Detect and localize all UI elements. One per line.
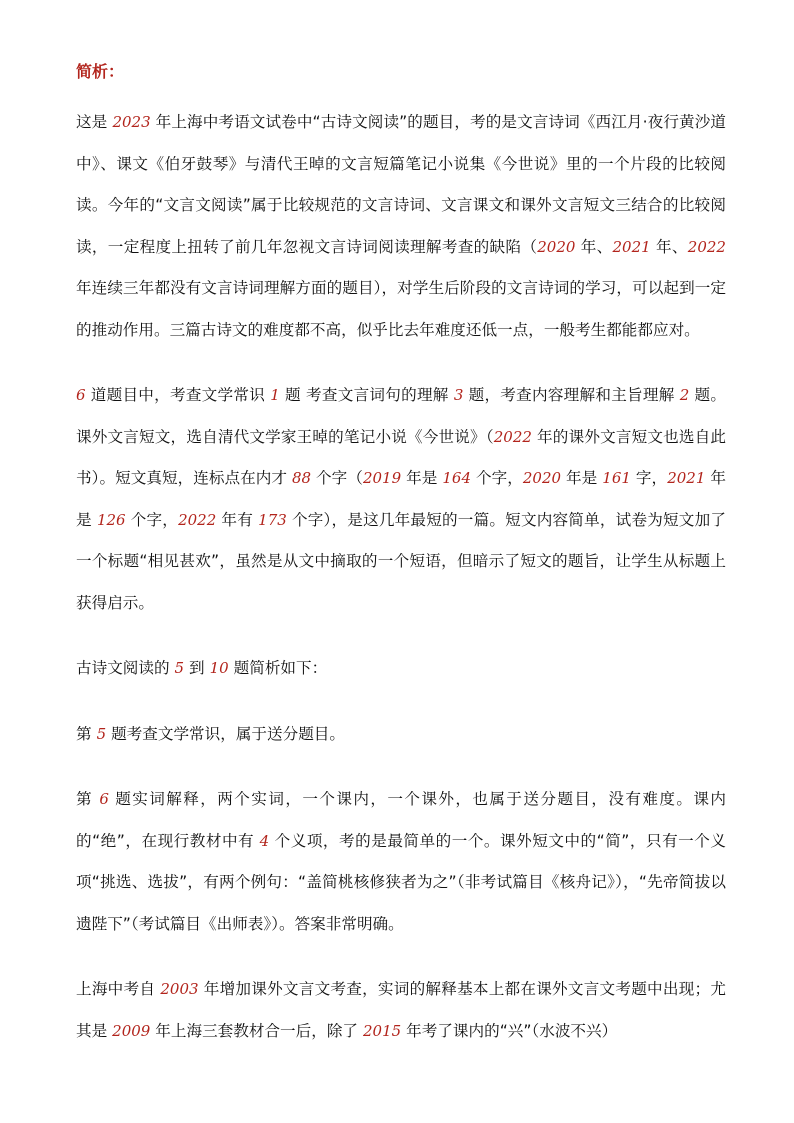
text-run: 这是 bbox=[76, 113, 113, 131]
text-run: 年增加课外文言文考查，实词的解释基本上都在课外文言文考题中出现；尤其是 bbox=[76, 980, 726, 1040]
text-run: 年的课外文言短文也选自此书）。短文真短，连标点在内才 bbox=[76, 427, 726, 487]
highlighted-number: 2019 bbox=[362, 469, 402, 487]
text-run: 道题目中，考查文学常识 bbox=[85, 386, 271, 404]
highlighted-number: 2021 bbox=[612, 237, 651, 256]
text-run: 题 考查文言词句的理解 bbox=[279, 386, 454, 404]
text-run: 年是 bbox=[561, 469, 603, 487]
text-run: 题，考查内容理解和主旨理解 bbox=[463, 386, 680, 404]
highlighted-number: 2020 bbox=[522, 469, 562, 487]
highlighted-number: 5 bbox=[174, 659, 185, 677]
document-body bbox=[76, 102, 726, 1052]
highlighted-number: 2021 bbox=[667, 469, 706, 487]
highlighted-number: 161 bbox=[602, 469, 631, 487]
text-run: 到 bbox=[184, 659, 210, 677]
highlighted-number: 2022 bbox=[687, 237, 726, 256]
highlighted-number: 2023 bbox=[112, 113, 151, 131]
highlighted-number: 2020 bbox=[537, 237, 576, 256]
text-run: 年是 bbox=[401, 469, 443, 487]
text-run: 第 bbox=[76, 790, 100, 808]
text-run: 题考查文学常识，属于送分题目。 bbox=[106, 724, 345, 743]
highlighted-number: 6 bbox=[99, 790, 109, 808]
highlighted-number: 164 bbox=[442, 469, 471, 487]
text-run: 年是 bbox=[76, 469, 726, 529]
highlighted-number: 126 bbox=[96, 510, 126, 529]
highlighted-number: 5 bbox=[96, 724, 107, 743]
text-run: 年考了课内的“兴”（水波不兴） bbox=[401, 1021, 618, 1040]
highlighted-number: 2003 bbox=[160, 980, 199, 998]
text-run: 年上海中考语文试卷中“古诗文阅读”的题目，考的是文言诗词《西江月·夜行黄沙道中》、课文《伯牙鼓琴》与清代王晫的文言短篇笔记小说集《今世说》里的一个片段的比较阅读。今年的“文言文阅读”属于比较规范的文言诗词、文言课文和课外文言短文三结合的比较阅读，一定程度上扭转了前几年忽视文言诗词阅读理解考查的缺陷（ bbox=[76, 113, 726, 256]
paragraph bbox=[76, 648, 726, 690]
text-run: 题。课外文言短文，选自清代文学家王晫的笔记小说《今世说》（ bbox=[76, 386, 726, 446]
document-page bbox=[76, 58, 726, 1076]
text-run: 个义项，考的是最简单的一个。课外短文中的“简”，只有一个义项“挑选、选拔”，有两个例句：“盖简桃核修狭者为之”（非考试篇目《核舟记》），“先帝简拔以遗陛下”（考试篇目《出师表》）。答案非常明确。 bbox=[76, 831, 726, 933]
paragraph bbox=[76, 714, 726, 756]
text-run: 个字（ bbox=[311, 469, 363, 487]
paragraph bbox=[76, 969, 726, 1052]
text-run: 年上海三套教材合一后，除了 bbox=[150, 1021, 363, 1040]
text-run: 年有 bbox=[216, 510, 259, 529]
section-heading: 简析： bbox=[76, 62, 125, 81]
text-run: 题简析如下： bbox=[228, 659, 328, 677]
text-run: 年连续三年都没有文言诗词理解方面的题目），对学生后阶段的文言诗词的学习，可以起到一定的推动作用。三篇古诗文的难度都不高，似乎比去年难度还低一点，一般考生都能都应对。 bbox=[76, 279, 726, 339]
text-run: 年、 bbox=[650, 237, 688, 256]
highlighted-number: 2022 bbox=[178, 510, 217, 529]
highlighted-number: 6 bbox=[76, 386, 86, 404]
highlighted-number: 10 bbox=[209, 659, 229, 677]
text-run: 字， bbox=[630, 469, 668, 487]
highlighted-number: 173 bbox=[258, 510, 287, 529]
text-run: 第 bbox=[76, 724, 97, 743]
paragraph bbox=[76, 375, 726, 624]
highlighted-number: 2009 bbox=[112, 1021, 151, 1040]
text-run: 个字， bbox=[125, 510, 179, 529]
highlighted-number: 2015 bbox=[362, 1021, 402, 1040]
text-run: 上海中考自 bbox=[76, 980, 161, 998]
paragraph bbox=[76, 102, 726, 351]
highlighted-number: 2022 bbox=[493, 427, 532, 446]
highlighted-number: 4 bbox=[259, 831, 270, 850]
highlighted-number: 2 bbox=[679, 386, 690, 404]
text-run: 题实词解释，两个实词，一个课内，一个课外，也属于送分题目，没有难度。课内的“绝”，在现行教材中有 bbox=[76, 790, 726, 850]
text-run: 年、 bbox=[575, 237, 613, 256]
text-run: 古诗文阅读的 bbox=[76, 659, 175, 677]
text-run: 个字， bbox=[471, 469, 523, 487]
text-run: 个字），是这几年最短的一篇。短文内容简单，试卷为短文加了一个标题“相见甚欢”，虽然是从文中摘取的一个短语，但暗示了短文的题旨，让学生从标题上获得启示。 bbox=[76, 510, 726, 612]
highlighted-number: 1 bbox=[270, 386, 280, 404]
paragraph bbox=[76, 779, 726, 945]
highlighted-number: 88 bbox=[291, 469, 312, 487]
highlighted-number: 3 bbox=[453, 386, 464, 404]
